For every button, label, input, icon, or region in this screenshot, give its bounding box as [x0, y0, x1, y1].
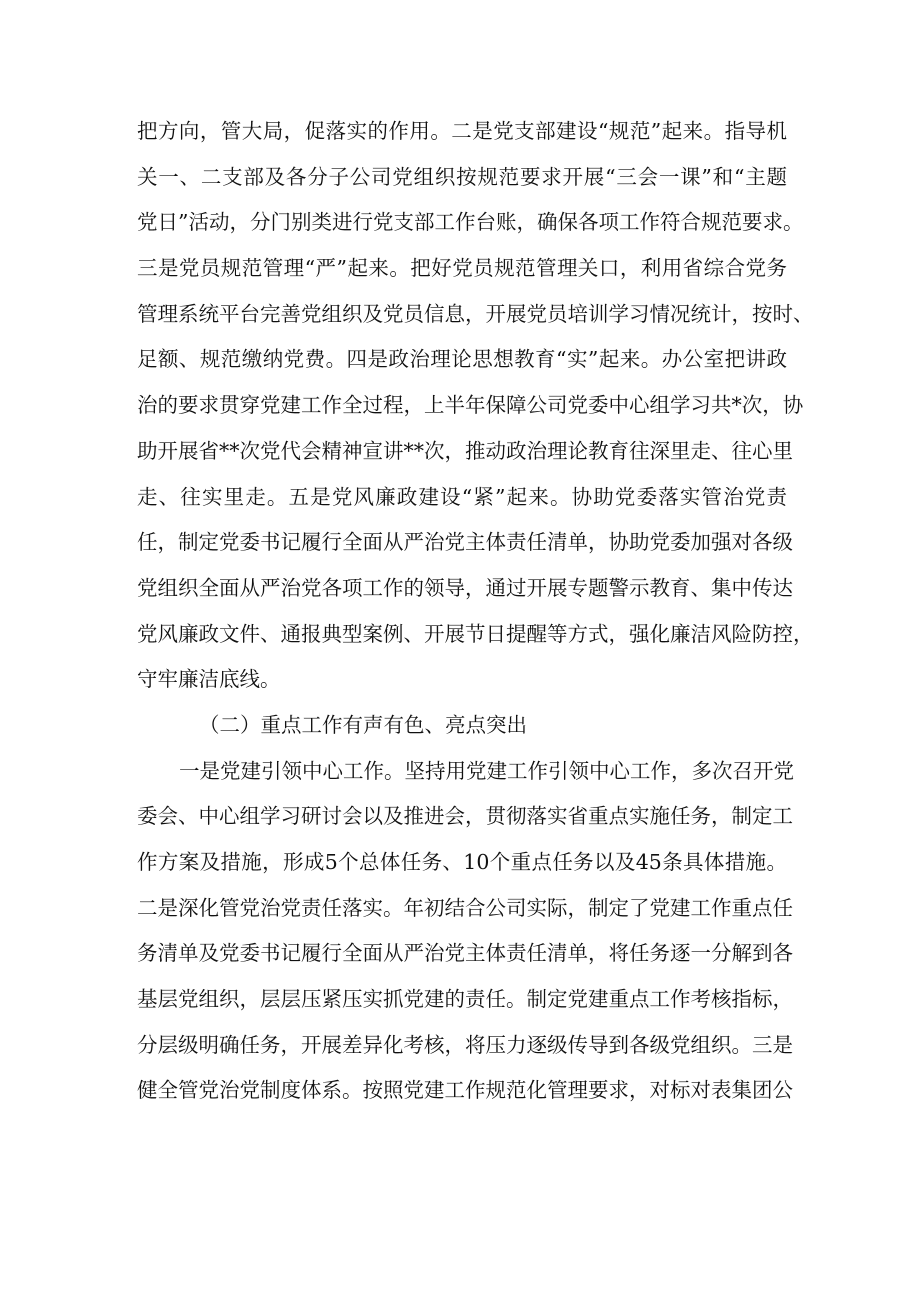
- paragraph-line: 任，制定党委书记履行全面从严治党主体责任清单，协助党委加强对各级: [137, 530, 793, 555]
- paragraph-line: 关一、二支部及各分子公司党组织按规范要求开展“三会一课”和“主题: [137, 164, 787, 189]
- paragraph-line: 走、往实里走。五是党风廉政建设“紧”起来。协助党委落实管治党责: [137, 484, 787, 509]
- paragraph-line: 把方向，管大局，促落实的作用。二是党支部建设“规范”起来。指导机: [137, 119, 787, 143]
- document-body: [137, 109, 814, 1114]
- paragraph-line: 健全管党治党制度体系。按照党建工作规范化管理要求，对标对表集团公: [137, 1078, 793, 1103]
- paragraph-line: 作方案及措施，形成5个总体任务、10个重点任务以及45条具体措施。: [137, 850, 787, 874]
- paragraph-line: 守牢廉洁底线。: [137, 667, 281, 692]
- paragraph-line: 党日”活动，分门别类进行党支部工作台账，确保各项工作符合规范要求。: [137, 210, 804, 235]
- paragraph-line: 治的要求贯穿党建工作全过程，上半年保障公司党委中心组学习共*次，协: [137, 393, 804, 418]
- paragraph-line: 足额、规范缴纳党费。四是政治理论思想教育“实”起来。办公室把讲政: [137, 347, 787, 372]
- paragraph-line: 一是党建引领中心工作。坚持用党建工作引领中心工作，多次召开党: [179, 758, 794, 783]
- paragraph-line: 基层党组织，层层压紧压实抓党建的责任。制定党建重点工作考核指标，: [137, 987, 793, 1012]
- paragraph-line: 党风廉政文件、通报典型案例、开展节日提醒等方式，强化廉洁风险防控，: [137, 621, 814, 646]
- section-heading: （二）重点工作有声有色、亮点突出: [199, 712, 527, 737]
- paragraph-line: 管理系统平台完善党组织及党员信息，开展党员培训学习情况统计，按时、: [137, 301, 814, 326]
- paragraph-line: 二是深化管党治党责任落实。年初结合公司实际，制定了党建工作重点任: [137, 895, 793, 920]
- paragraph-line: 党组织全面从严治党各项工作的领导，通过开展专题警示教育、集中传达: [137, 575, 793, 600]
- paragraph-line: 分层级明确任务，开展差异化考核，将压力逐级传导到各级党组织。三是: [137, 1032, 793, 1057]
- paragraph-line: 务清单及党委书记履行全面从严治党主体责任清单，将任务逐一分解到各: [137, 941, 793, 966]
- paragraph-line: 三是党员规范管理“严”起来。把好党员规范管理关口，利用省综合党务: [137, 256, 787, 281]
- paragraph-line: 助开展省**次党代会精神宣讲**次，推动政治理论教育往深里走、往心里: [137, 438, 793, 463]
- paragraph-line: 委会、中心组学习研讨会以及推进会，贯彻落实省重点实施任务，制定工: [137, 804, 793, 829]
